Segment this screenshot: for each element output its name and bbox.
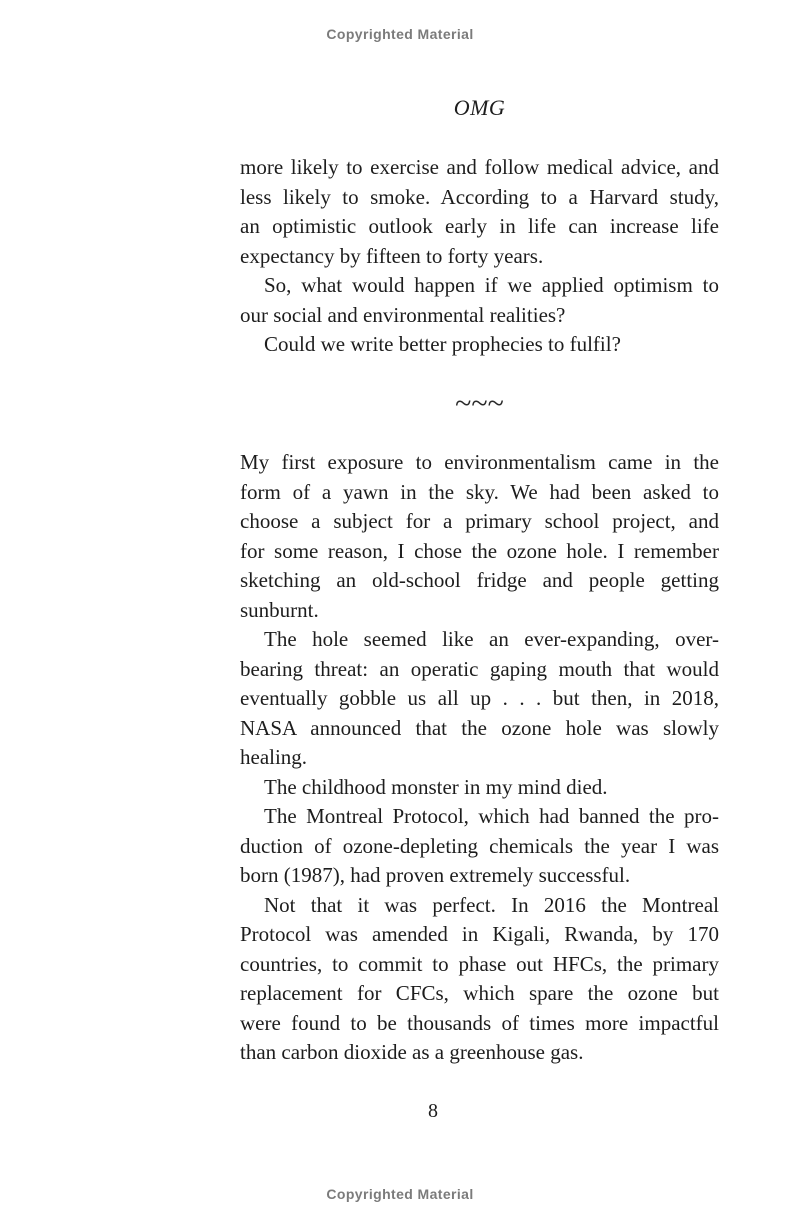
text-line: The Montreal Protocol, which had banned the pro- [264, 804, 719, 828]
text-line: Could we write better prophecies to fulfil? [264, 332, 621, 356]
text-line: So, what would happen if we applied optimism to [264, 273, 719, 297]
text-line: NASA announced that the ozone hole was slowly [240, 715, 719, 740]
text-line: an optimistic outlook early in life can increase life [240, 214, 719, 238]
text-line: sunburnt. [240, 597, 319, 622]
paragraph [240, 773, 719, 803]
text-line: eventually gobble us all up . . . but then, in 2018, [240, 686, 719, 710]
text-line: choose a subject for a primary school project, and [240, 509, 719, 533]
paragraph [240, 448, 719, 625]
text-line: The hole seemed like an ever-expanding, over- [264, 627, 719, 651]
paragraph [240, 802, 719, 891]
text-line: less likely to smoke. According to a Harvard study, [240, 184, 719, 209]
text-block [240, 153, 719, 1068]
text-line: The childhood monster in my mind died. [264, 774, 608, 799]
text-line: sketching an old-school fridge and people getting [240, 568, 719, 592]
text-line: our social and environmental realities? [240, 302, 566, 327]
text-line: healing. [240, 745, 308, 769]
paragraph [240, 153, 719, 271]
page-number: 8 [428, 1100, 438, 1122]
copyright-notice-top: Copyrighted Material [326, 26, 474, 42]
copyright-notice-bottom: Copyrighted Material [326, 1186, 474, 1202]
section-separator: ~~~ [455, 387, 504, 420]
text-line: countries, to commit to phase out HFCs, the primary [240, 951, 719, 976]
text-line: more likely to exercise and follow medical advice, and [240, 155, 719, 179]
text-line: form of a yawn in the sky. We had been asked to [240, 479, 719, 504]
paragraph [240, 891, 719, 1068]
paragraph [240, 330, 719, 360]
text-line: My first exposure to environmentalism came in the [240, 450, 719, 474]
running-head: OMG [453, 95, 506, 120]
text-line: duction of ozone-depleting chemicals the year I was [240, 833, 719, 858]
text-line: bearing threat: an operatic gaping mouth that would [240, 656, 719, 681]
text-line: expectancy by fifteen to forty years. [240, 243, 544, 268]
text-line: Protocol was amended in Kigali, Rwanda, by 170 [240, 922, 719, 946]
text-line: replacement for CFCs, which spare the ozone but [240, 981, 719, 1005]
text-line: were found to be thousands of times more impactful [240, 1010, 719, 1035]
text-line: born (1987), had proven extremely successful. [240, 863, 631, 887]
text-line: Not that it was perfect. In 2016 the Montreal [264, 892, 719, 917]
paragraph [240, 625, 719, 773]
text-line: than carbon dioxide as a greenhouse gas. [240, 1040, 584, 1064]
text-line: for some reason, I chose the ozone hole. I remember [240, 538, 719, 563]
paragraph [240, 271, 719, 330]
